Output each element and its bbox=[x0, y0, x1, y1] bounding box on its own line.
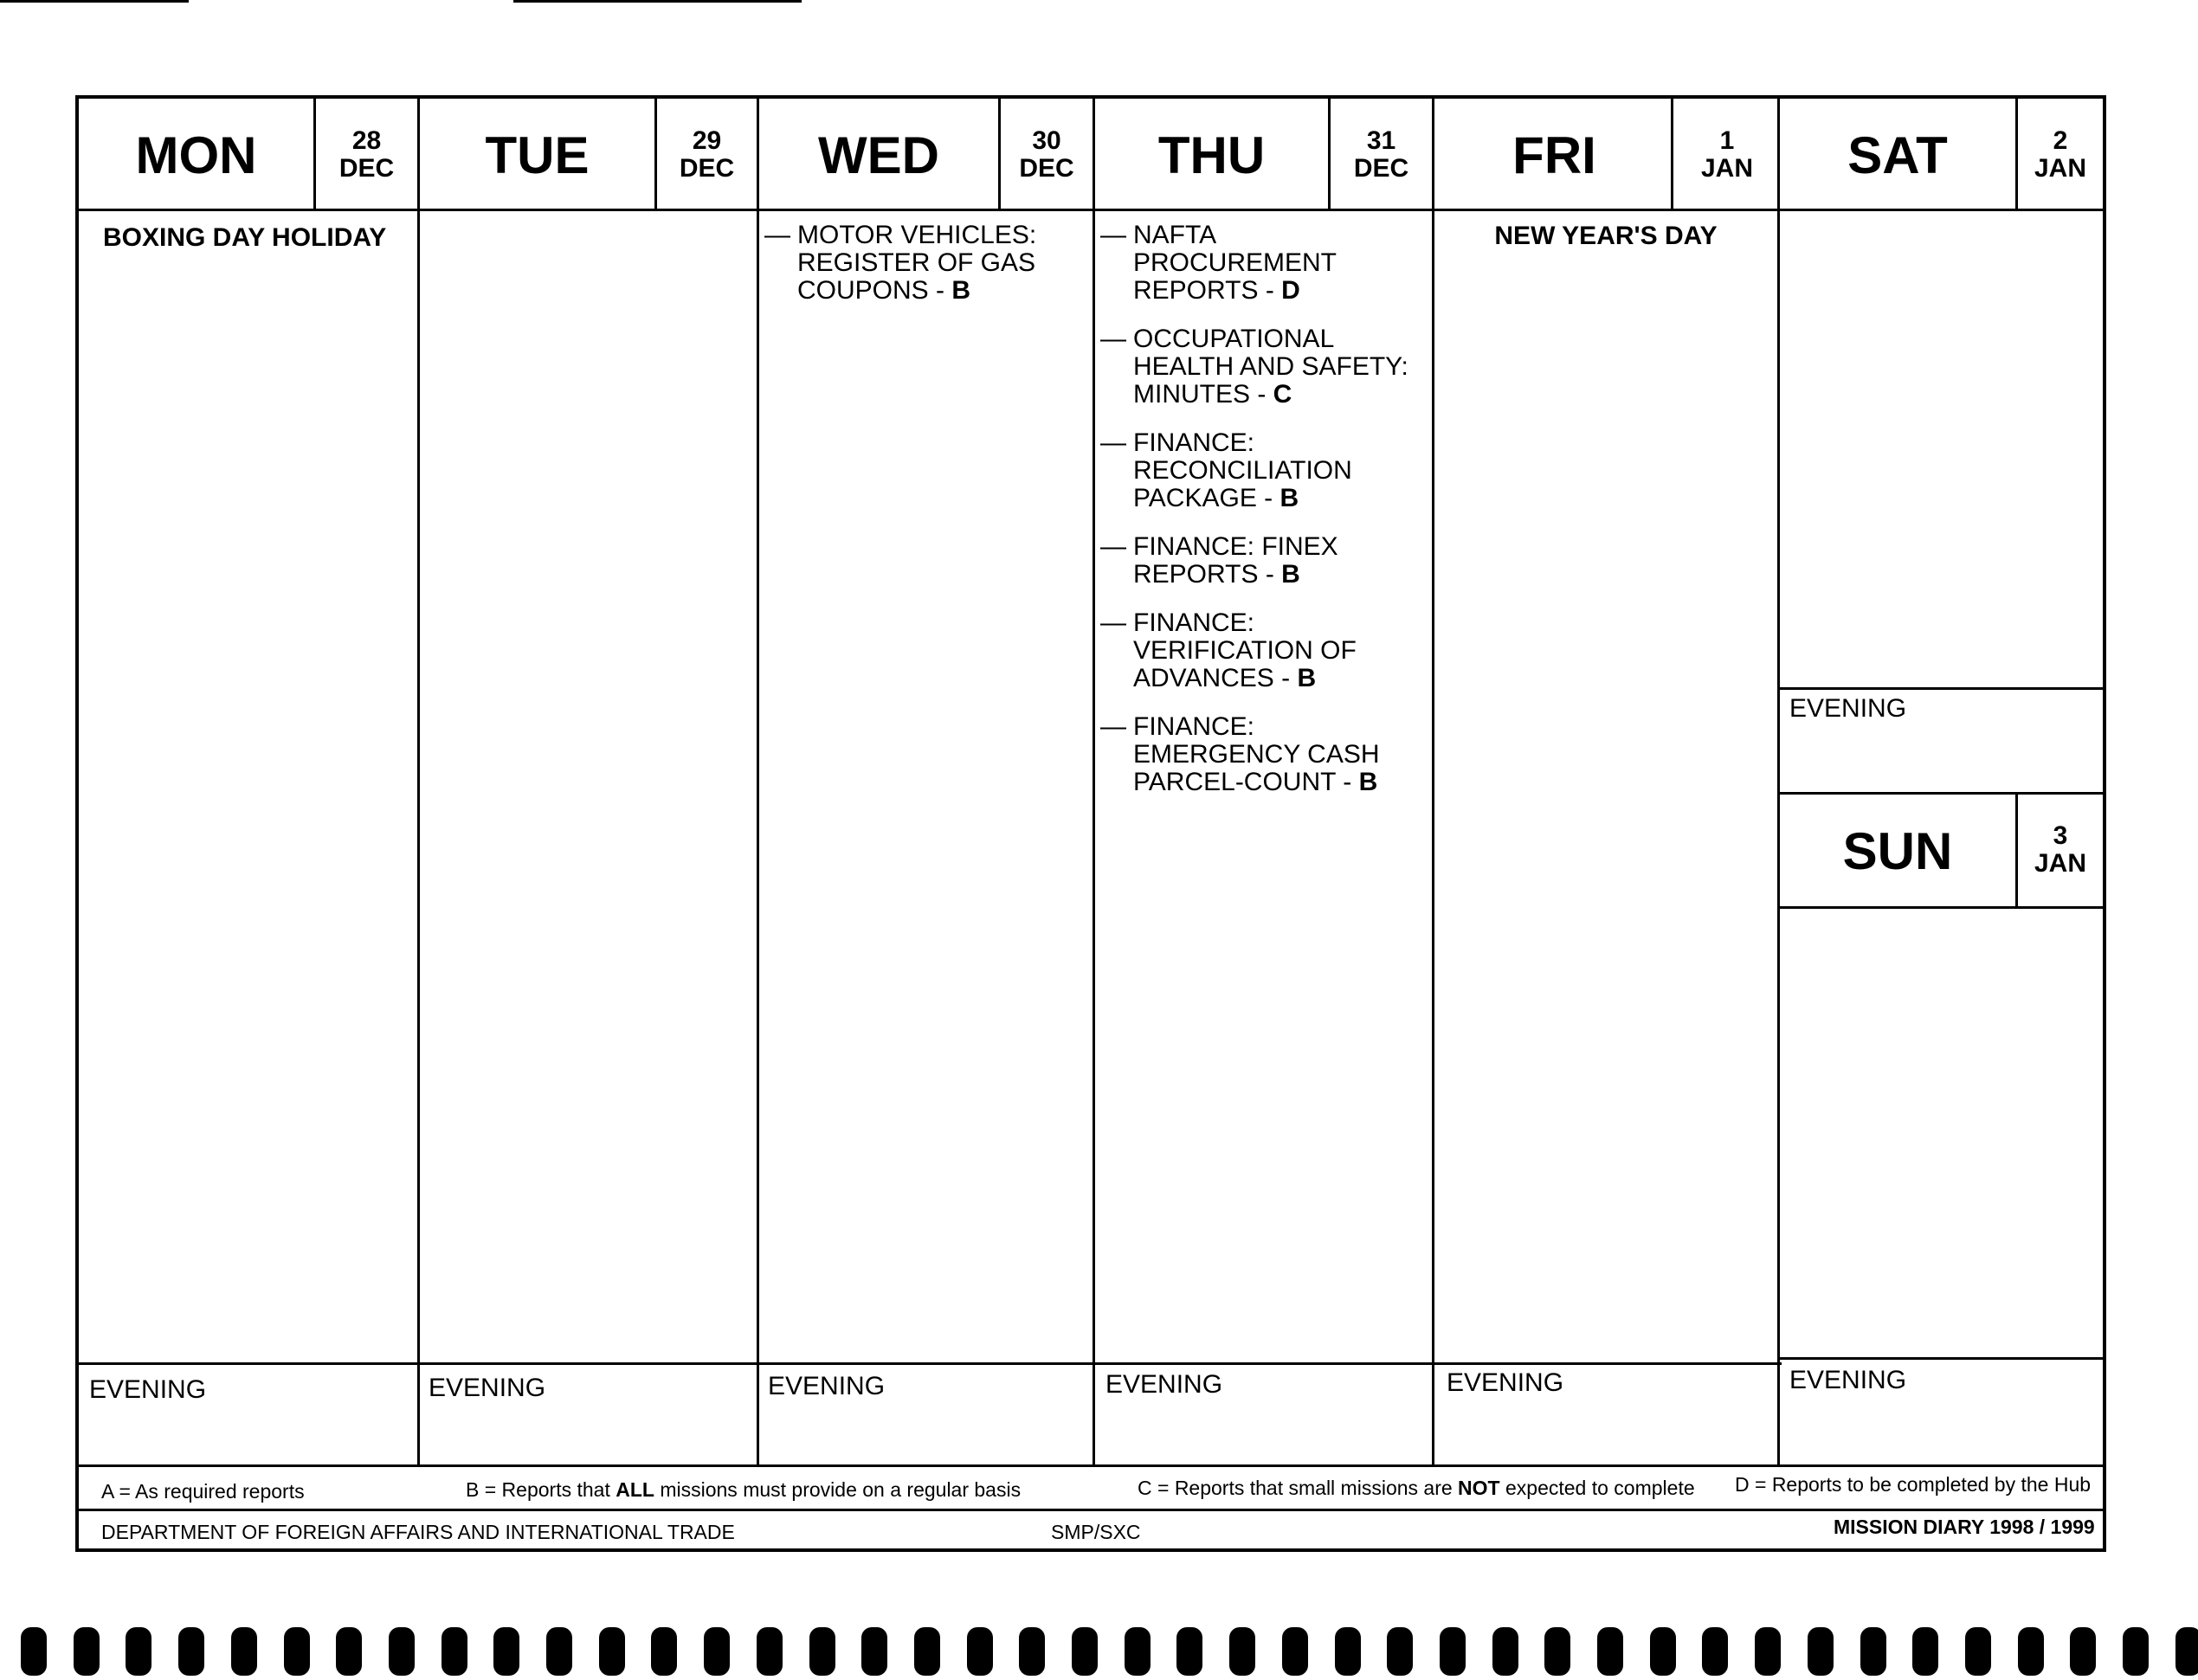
binding-hole bbox=[1019, 1627, 1045, 1676]
binding-hole bbox=[1125, 1627, 1151, 1676]
binding-hole bbox=[1176, 1627, 1202, 1676]
date-box-fri bbox=[1677, 127, 1777, 182]
legend-b-emphasis: ALL bbox=[616, 1478, 654, 1501]
legend-c-emphasis: NOT bbox=[1458, 1477, 1500, 1499]
binding-hole bbox=[651, 1627, 677, 1676]
legend-b-text: missions must provide on a regular basis bbox=[654, 1478, 1022, 1501]
binding-hole bbox=[1229, 1627, 1255, 1676]
binding-hole bbox=[2175, 1627, 2198, 1676]
date-month: JAN bbox=[2034, 848, 2086, 878]
legend-b bbox=[466, 1480, 1021, 1500]
binding-hole bbox=[1755, 1627, 1781, 1676]
date-number: 31 bbox=[1366, 126, 1396, 155]
top-edge-line-left bbox=[0, 0, 189, 3]
binding-hole bbox=[1808, 1627, 1834, 1676]
date-number: 30 bbox=[1032, 126, 1061, 155]
report-entry bbox=[1100, 713, 1429, 800]
binding-hole bbox=[21, 1627, 47, 1676]
report-text: FINANCE: RECONCILIATION PACKAGE - bbox=[1133, 428, 1352, 512]
binding-hole bbox=[599, 1627, 625, 1676]
binding-hole bbox=[284, 1627, 310, 1676]
legend-a: A = As required reports bbox=[101, 1480, 305, 1503]
report-text: FINANCE: EMERGENCY CASH PARCEL-COUNT - bbox=[1133, 712, 1380, 796]
report-code: B bbox=[1297, 664, 1317, 692]
dash-bullet: — bbox=[1100, 608, 1126, 637]
report-code: C bbox=[1273, 380, 1292, 409]
evening-label-wed: EVENING bbox=[768, 1372, 886, 1400]
column-divider bbox=[757, 99, 759, 1466]
binding-hole bbox=[546, 1627, 572, 1676]
date-number: 1 bbox=[1719, 126, 1735, 155]
day-name-tue: TUE bbox=[485, 126, 590, 184]
binding-hole bbox=[1860, 1627, 1886, 1676]
report-entry bbox=[1100, 325, 1429, 412]
binding-hole bbox=[2123, 1627, 2149, 1676]
binding-hole bbox=[1072, 1627, 1098, 1676]
binding-hole bbox=[809, 1627, 835, 1676]
binding-hole bbox=[757, 1627, 783, 1676]
sun-evening-divider bbox=[1780, 1357, 2103, 1360]
evening-label-fri: EVENING bbox=[1447, 1368, 1564, 1397]
binding-hole bbox=[2070, 1627, 2096, 1676]
header-divider bbox=[79, 209, 2103, 211]
binding-hole bbox=[967, 1627, 993, 1676]
binding-hole bbox=[74, 1627, 100, 1676]
binding-hole bbox=[704, 1627, 730, 1676]
report-code: B bbox=[1281, 560, 1300, 589]
legend-c-text: C = Reports that small missions are bbox=[1138, 1477, 1459, 1499]
binding-hole bbox=[1650, 1627, 1676, 1676]
evening-label-sun: EVENING bbox=[1789, 1366, 1907, 1394]
binding-hole bbox=[1492, 1627, 1518, 1676]
evening-label-thu: EVENING bbox=[1105, 1370, 1223, 1399]
binding-hole bbox=[1544, 1627, 1570, 1676]
binding-hole bbox=[231, 1627, 257, 1676]
binding-hole bbox=[126, 1627, 151, 1676]
date-number: 28 bbox=[351, 126, 382, 155]
report-code: B bbox=[951, 276, 971, 305]
legend-top-divider bbox=[79, 1464, 2103, 1467]
report-text: NAFTA PROCUREMENT REPORTS - bbox=[1133, 221, 1337, 305]
column-divider bbox=[1432, 99, 1434, 1466]
sat-evening-divider bbox=[1780, 687, 2103, 690]
binding-hole bbox=[1597, 1627, 1623, 1676]
binding-hole bbox=[861, 1627, 887, 1676]
date-month: DEC bbox=[338, 153, 395, 183]
footer-code: SMP/SXC bbox=[1051, 1521, 1141, 1543]
binding-hole bbox=[1702, 1627, 1728, 1676]
dash-bullet: — bbox=[1100, 325, 1126, 353]
day-name-sun: SUN bbox=[1842, 822, 1953, 880]
binding-hole bbox=[914, 1627, 940, 1676]
evening-label-tue: EVENING bbox=[429, 1374, 546, 1402]
binding-hole bbox=[1282, 1627, 1308, 1676]
binding-hole bbox=[1440, 1627, 1466, 1676]
report-entry bbox=[1100, 533, 1429, 594]
legend-d: D = Reports to be completed by the Hub bbox=[1735, 1473, 2092, 1496]
holiday-note-fri: NEW YEAR'S DAY bbox=[1494, 222, 1718, 250]
report-entry bbox=[1100, 222, 1429, 308]
binding-hole bbox=[1965, 1627, 1991, 1676]
report-entry bbox=[1100, 429, 1429, 516]
column-divider bbox=[417, 99, 420, 1466]
binding-hole bbox=[493, 1627, 519, 1676]
report-code: D bbox=[1281, 276, 1300, 305]
binding-hole bbox=[1912, 1627, 1938, 1676]
footer-department: DEPARTMENT OF FOREIGN AFFAIRS AND INTERNATIONAL TRADE bbox=[101, 1521, 735, 1543]
dash-bullet: — bbox=[1100, 712, 1126, 741]
dash-bullet: — bbox=[1100, 428, 1126, 457]
weekday-evening-divider bbox=[79, 1362, 1782, 1365]
top-edge-line-right bbox=[513, 0, 802, 3]
binding-hole bbox=[1387, 1627, 1413, 1676]
dash-bullet: — bbox=[764, 221, 790, 249]
date-month: DEC bbox=[1353, 153, 1409, 183]
footer-diary-title: MISSION DIARY 1998 / 1999 bbox=[1834, 1516, 2095, 1538]
column-divider bbox=[1777, 99, 1780, 1466]
report-text: OCCUPATIONAL HEALTH AND SAFETY: MINUTES - bbox=[1133, 325, 1408, 409]
mission-diary-week bbox=[75, 95, 2106, 1552]
day-name-sat: SAT bbox=[1847, 126, 1948, 184]
date-number: 2 bbox=[2053, 126, 2068, 155]
evening-label-mon: EVENING bbox=[89, 1375, 207, 1404]
date-box-thu bbox=[1331, 127, 1432, 182]
date-box-sun bbox=[2018, 822, 2103, 877]
evening-label-sat: EVENING bbox=[1789, 694, 1907, 723]
day-name-wed: WED bbox=[818, 126, 939, 184]
binding-hole bbox=[336, 1627, 362, 1676]
date-box-tue bbox=[657, 127, 757, 182]
report-text: MOTOR VEHICLES: REGISTER OF GAS COUPONS - bbox=[797, 221, 1037, 305]
footer-top-divider bbox=[79, 1509, 2103, 1511]
date-box-sat bbox=[2018, 127, 2103, 182]
day-name-thu: THU bbox=[1157, 126, 1266, 184]
binding-hole bbox=[2018, 1627, 2044, 1676]
binding-hole bbox=[442, 1627, 467, 1676]
date-box-wed bbox=[1001, 127, 1093, 182]
legend-c bbox=[1138, 1478, 1695, 1498]
report-code: B bbox=[1279, 484, 1299, 512]
binding-hole bbox=[178, 1627, 204, 1676]
date-month: DEC bbox=[1019, 153, 1074, 183]
date-month: JAN bbox=[1700, 153, 1753, 183]
report-code: B bbox=[1358, 768, 1378, 796]
day-name-fri: FRI bbox=[1512, 126, 1596, 184]
holiday-note-mon: BOXING DAY HOLIDAY bbox=[103, 223, 387, 252]
column-divider bbox=[1093, 99, 1095, 1466]
date-number: 29 bbox=[692, 126, 722, 155]
date-month: JAN bbox=[2034, 153, 2086, 183]
report-entry bbox=[1100, 609, 1429, 696]
legend-c-text: expected to complete bbox=[1499, 1477, 1695, 1499]
sun-header-divider bbox=[1780, 906, 2103, 909]
report-text: FINANCE: VERIFICATION OF ADVANCES - bbox=[1133, 608, 1357, 692]
binding-holes bbox=[0, 1627, 2198, 1677]
dash-bullet: — bbox=[1100, 221, 1126, 249]
dash-bullet: — bbox=[1100, 532, 1126, 561]
report-entry bbox=[764, 222, 1085, 308]
report-text: FINANCE: FINEX REPORTS - bbox=[1133, 532, 1338, 589]
binding-hole bbox=[1335, 1627, 1361, 1676]
day-name-mon: MON bbox=[135, 126, 257, 184]
date-box-mon bbox=[316, 127, 417, 182]
binding-hole bbox=[389, 1627, 415, 1676]
sun-top-divider bbox=[1780, 792, 2103, 795]
date-month: DEC bbox=[679, 153, 735, 183]
date-number: 3 bbox=[2053, 821, 2068, 850]
legend-b-text: B = Reports that bbox=[466, 1478, 616, 1501]
